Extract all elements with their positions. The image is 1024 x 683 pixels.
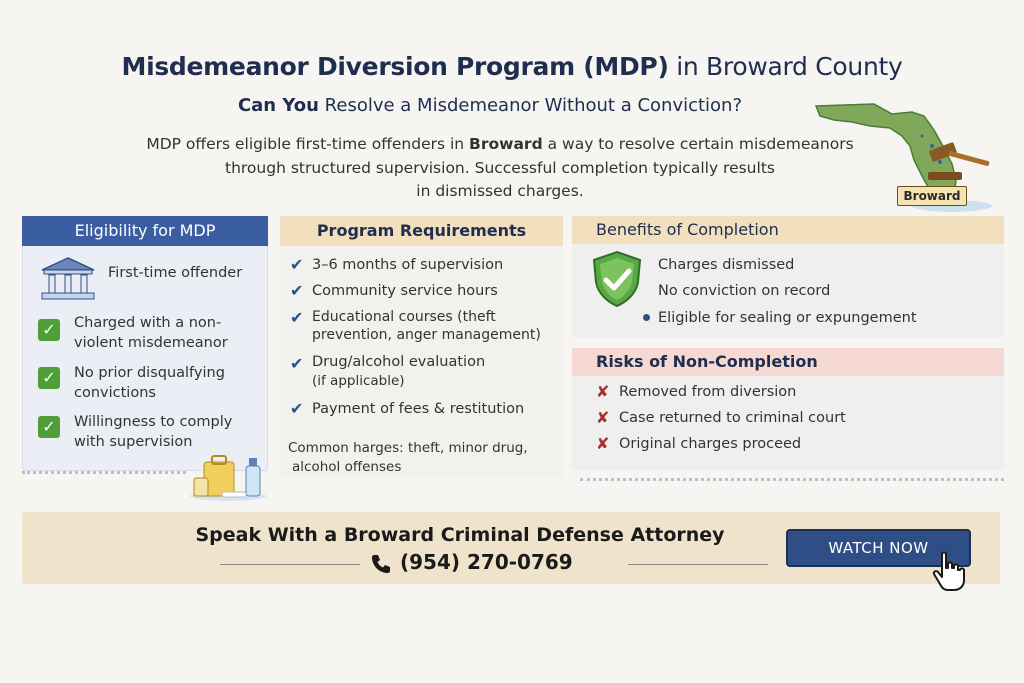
- shield-check-icon: [590, 250, 644, 308]
- checkbox-icon: ✓: [38, 319, 60, 341]
- requirement-item: Drug/alcohol evaluation (if applicable): [312, 354, 486, 389]
- divider: [580, 478, 1004, 481]
- broward-map-label: Broward: [897, 186, 967, 206]
- risk-item: Removed from diversion: [619, 384, 797, 400]
- divider: [22, 471, 186, 474]
- x-icon: ✘: [596, 408, 610, 427]
- cta-text: Speak With a Broward Criminal Defense Attorney: [195, 524, 725, 546]
- watch-now-button[interactable]: WATCH NOW: [786, 529, 971, 567]
- risk-item: Original charges proceed: [619, 436, 802, 452]
- eligibility-item: Willingness to comply with supervision: [74, 414, 233, 450]
- eligibility-item: First-time offender: [108, 265, 243, 281]
- checkbox-icon: ✓: [38, 416, 60, 438]
- requirement-item: Educational courses (theft prevention, anger management): [312, 309, 541, 343]
- phone-icon: [369, 552, 393, 576]
- benefit-item: Eligible for sealing or expungement: [658, 310, 917, 326]
- supplies-icon: [188, 452, 270, 502]
- checkmark-icon: ✔: [290, 308, 304, 327]
- benefit-item: No conviction on record: [658, 283, 831, 299]
- phone-number[interactable]: (954) 270-0769: [400, 550, 573, 574]
- divider: [220, 564, 360, 565]
- checkmark-icon: ✔: [290, 281, 304, 300]
- x-icon: ✘: [596, 434, 610, 453]
- requirement-item: 3–6 months of supervision: [312, 257, 504, 273]
- eligibility-heading: Eligibility for MDP: [22, 216, 268, 246]
- checkbox-icon: ✓: [38, 367, 60, 389]
- checkmark-icon: ✔: [290, 399, 304, 418]
- requirement-item: Payment of fees & restitution: [312, 401, 525, 417]
- checkmark-icon: ✔: [290, 255, 304, 274]
- intro-line-1: MDP offers eligible first-time offenders in Broward a way to resolve certain misdemeanors: [146, 135, 854, 153]
- checkmark-icon: ✔: [290, 354, 304, 373]
- risk-item: Case returned to criminal court: [619, 410, 846, 426]
- page-title: Misdemeanor Diversion Program (MDP) in Broward County: [121, 52, 903, 81]
- benefits-heading: Benefits of Completion: [572, 216, 1004, 244]
- intro-line-3: in dismissed charges.: [416, 182, 584, 200]
- requirement-item: Community service hours: [312, 283, 498, 299]
- requirements-heading: Program Requirements: [280, 216, 563, 246]
- requirements-note: Common harges: theft, minor drug, alcohol offenses: [288, 440, 528, 475]
- page-subtitle: Can You Resolve a Misdemeanor Without a Conviction?: [237, 95, 743, 116]
- eligibility-item: No prior disqualfying convictions: [74, 365, 225, 401]
- pointer-hand-icon: [930, 550, 970, 592]
- eligibility-item: Charged with a non- violent misdemeanor: [74, 315, 228, 351]
- intro-line-2: through structured supervision. Successful completion typically results: [225, 159, 775, 177]
- x-icon: ✘: [596, 382, 610, 401]
- risks-heading: Risks of Non-Completion: [572, 348, 1004, 376]
- bullet-icon: [643, 314, 650, 321]
- benefit-item: Charges dismissed: [658, 257, 795, 273]
- courthouse-icon: [38, 256, 98, 302]
